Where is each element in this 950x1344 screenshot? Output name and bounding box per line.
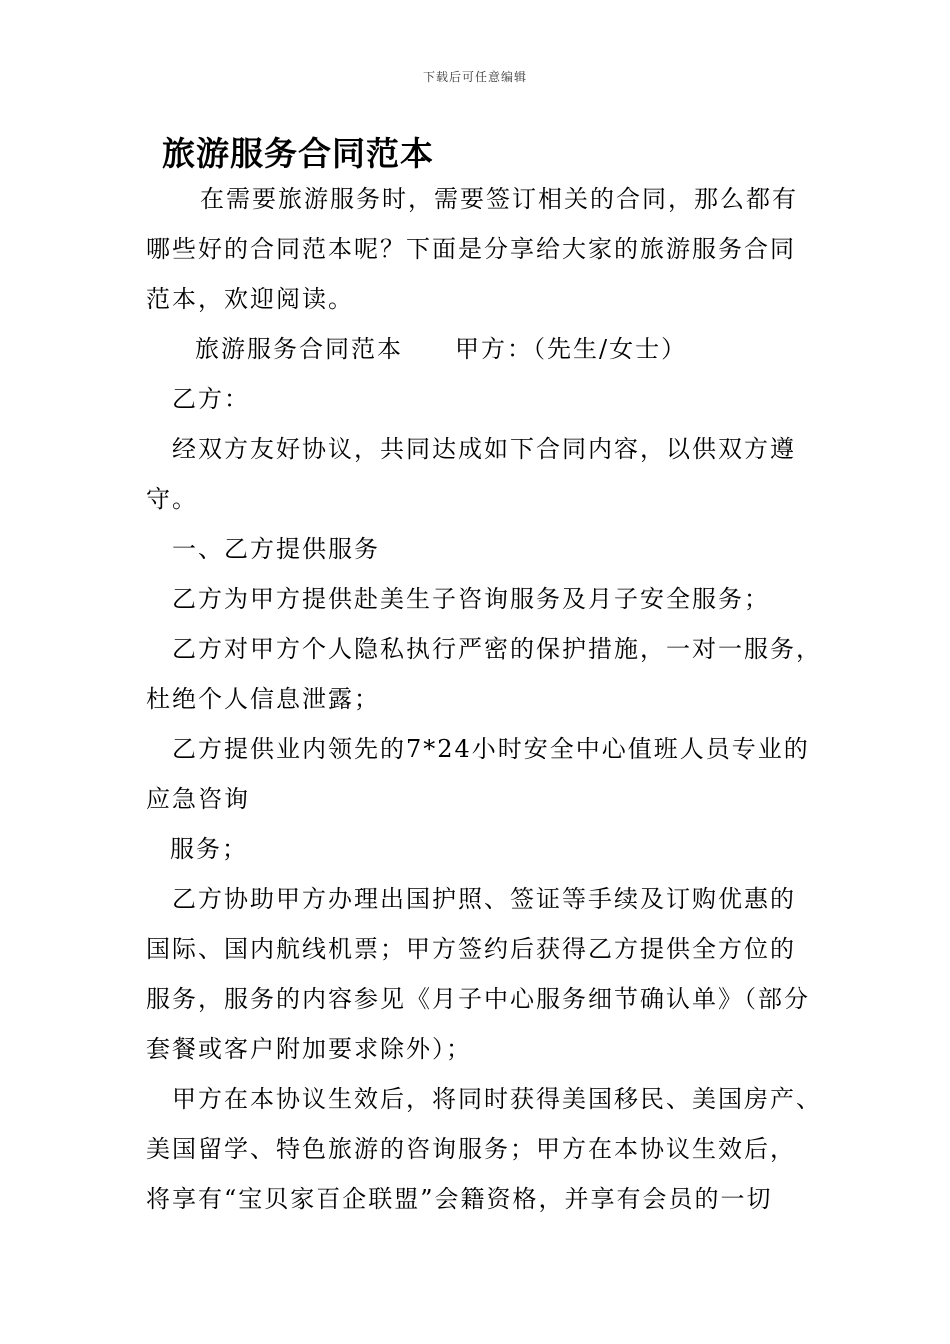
section-heading: 一、乙方提供服务 [172,535,380,563]
paragraph-line: 将享有“宝贝家百企联盟”会籍资格，并享有会员的一切 [146,1185,773,1213]
paragraph-line: 服务，服务的内容参见《月子中心服务细节确认单》（部分 [146,985,810,1013]
paragraph-line: 守。 [146,485,198,513]
paragraph-line: 应急咨询 [146,785,250,813]
paragraph-line: 甲方在本协议生效后，将同时获得美国移民、美国房产、 [172,1085,822,1113]
paragraph-line: 乙方提供业内领先的7*24小时安全中心值班人员专业的 [172,735,810,763]
paragraph-line: 经双方友好协议，共同达成如下合同内容，以供双方遵 [172,435,796,463]
paragraph-line: 范本，欢迎阅读。 [146,285,354,313]
paragraph-line: 杜绝个人信息泄露； [146,685,380,713]
paragraph-line: 国际、国内航线机票；甲方签约后获得乙方提供全方位的 [146,935,796,963]
paragraph-line: 哪些好的合同范本呢？下面是分享给大家的旅游服务合同 [146,235,796,263]
paragraph-line: 乙方协助甲方办理出国护照、签证等手续及订购优惠的 [172,885,796,913]
paragraph-line: 美国留学、特色旅游的咨询服务；甲方在本协议生效后， [146,1135,796,1163]
paragraph-line: 乙方为甲方提供赴美生子咨询服务及月子安全服务； [172,585,770,613]
paragraph-line: 乙方： [172,385,250,413]
paragraph-line: 旅游服务合同范本 甲方：（先生/女士） [195,335,688,363]
paragraph-line: 在需要旅游服务时，需要签订相关的合同，那么都有 [200,185,798,213]
paragraph-line: 乙方对甲方个人隐私执行严密的保护措施，一对一服务， [172,635,822,663]
paragraph-line: 套餐或客户附加要求除外）； [146,1035,472,1063]
document-title: 旅游服务合同范本 [162,134,434,173]
paragraph-line: 服务； [170,835,248,863]
header-note: 下载后可任意编辑 [422,70,527,84]
